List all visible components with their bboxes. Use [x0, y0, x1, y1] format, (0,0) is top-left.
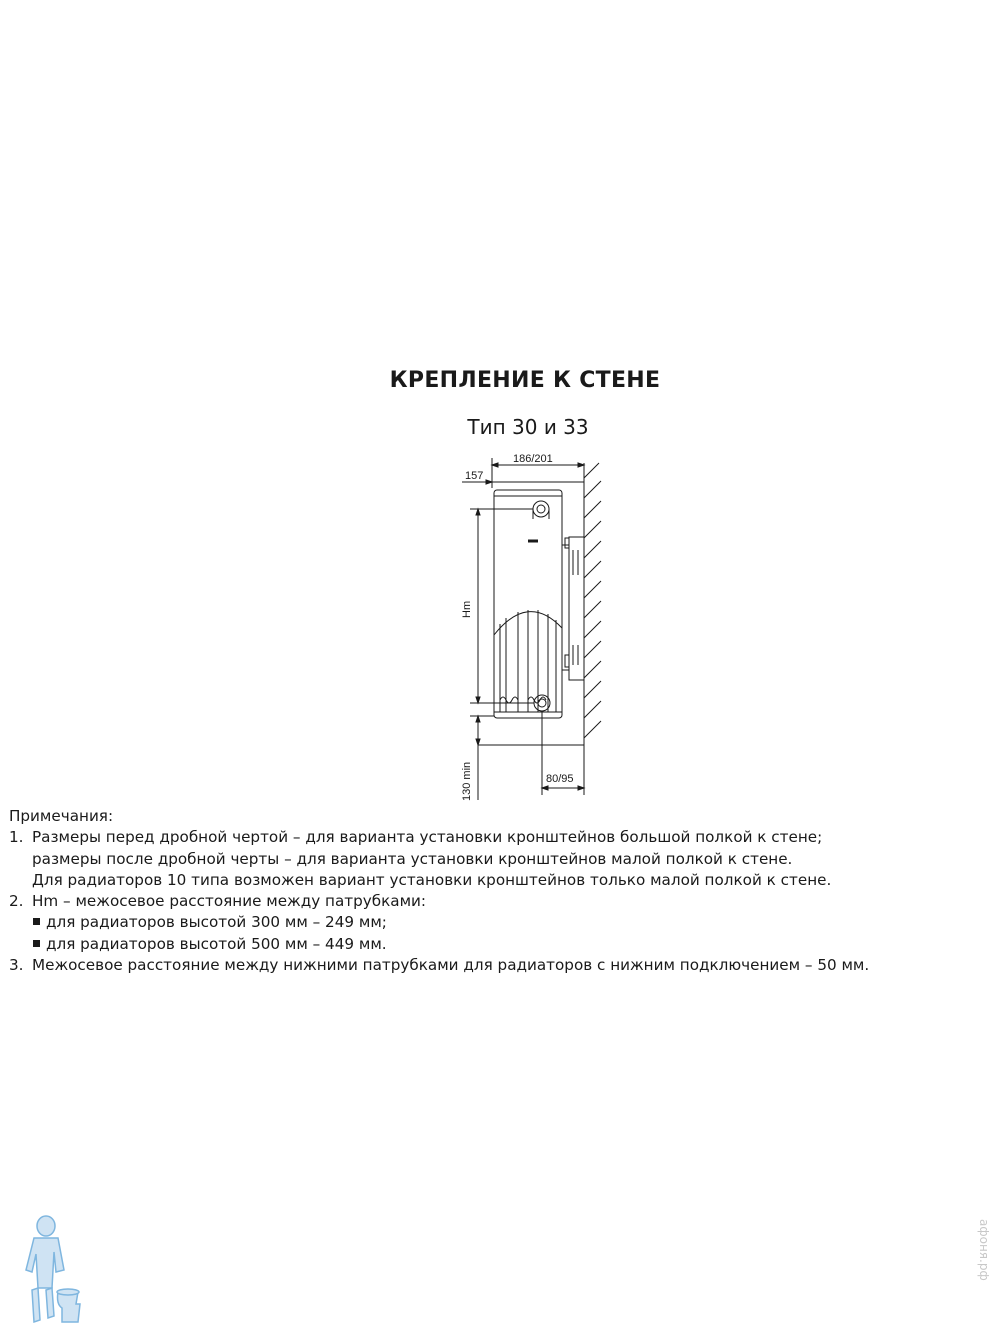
label-157: 157 [465, 470, 484, 482]
note-3-line-1: Межосевое расстояние между нижними патрубками для радиаторов с нижним подключением – 50 мм. [32, 956, 870, 975]
dimension-hm [470, 509, 534, 703]
label-wall-offset: 80/95 [546, 773, 574, 785]
label-floor-clearance: 130 min [461, 761, 473, 801]
note-2 [9, 891, 869, 912]
dimension-floor-clearance [470, 716, 494, 800]
radiator-body [494, 490, 562, 718]
plumber-mascot-icon [8, 1212, 86, 1327]
note-1 [9, 827, 869, 848]
label-depth: 186/201 [513, 453, 553, 465]
notes-block [9, 806, 869, 976]
bullet-icon [33, 940, 40, 947]
wall-bracket [562, 537, 584, 680]
note-1-line-3: Для радиаторов 10 типа возможен вариант установки кронштейнов только малой полкой к стене. [32, 870, 832, 889]
page-subtitle: Тип 30 и 33 [467, 415, 589, 439]
notes-heading: Примечания: [9, 807, 114, 825]
label-hm: Hm [461, 600, 473, 618]
note-3-number: 3. [9, 956, 24, 975]
wall-hatching [584, 463, 601, 748]
note-2-bullet-1 [9, 912, 869, 933]
wall-mounting-diagram [440, 445, 610, 805]
site-watermark [973, 1219, 995, 1322]
page-title: КРЕПЛЕНИЕ К СТЕНЕ [389, 368, 661, 393]
note-1-number: 1. [9, 828, 24, 847]
note-2-bullet-2 [9, 934, 869, 955]
watermark-text: афоня.рф [977, 1219, 991, 1281]
note-2-bullet-1-text: для радиаторов высотой 300 мм – 249 мм; [46, 913, 387, 932]
top-connection [533, 501, 549, 519]
note-2-bullet-2-text: для радиаторов высотой 500 мм – 449 мм. [46, 934, 387, 953]
note-1-line-1: Размеры перед дробной чертой – для варианта установки кронштейнов большой полкой к стене; [32, 828, 823, 847]
note-1-line-2: размеры после дробной черты – для варианта установки кронштейнов малой полкой к стене. [32, 849, 793, 868]
note-2-number: 2. [9, 892, 24, 911]
bullet-icon [33, 918, 40, 925]
note-2-line-1: Hm – межосевое расстояние между патрубками: [32, 892, 427, 911]
note-3 [9, 955, 869, 976]
